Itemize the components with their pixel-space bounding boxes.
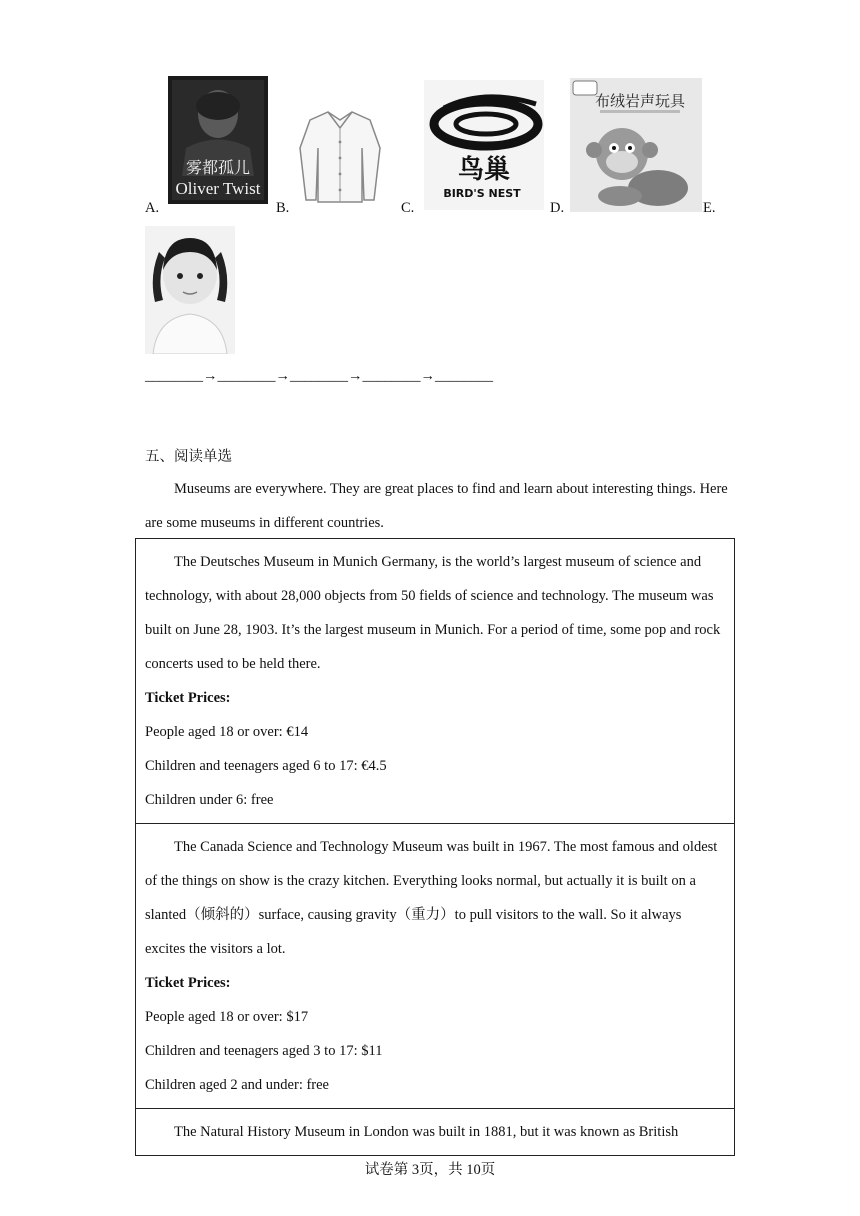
girl-photo-image [145,226,235,354]
museum-description: The Deutsches Museum in Munich Germany, is the world’s largest museum of science and technology, with about 28,000 objects from 50 fields of science and technology. The museum was built on June 28, 1903. It’s the largest museum in Munich. For a period of time, some pop and rock concerts used to be held there. [145,554,721,672]
option-c-label: C. [401,200,415,216]
option-b-label: B. [276,200,290,216]
price-line: People aged 18 or over: $17 [145,1009,309,1025]
option-a-label: A. [145,200,160,216]
ticket-prices-heading: Ticket Prices: [145,690,231,706]
price-line: Children under 6: free [145,792,274,808]
option-d-label: D. [550,200,565,216]
price-line: People aged 18 or over: €14 [145,724,309,740]
intro-paragraph [145,472,735,540]
museum-table [135,538,735,1156]
shirt-image [298,108,382,204]
page-footer: 试卷第 3页，共 10页 [364,1162,496,1178]
section-title: 五、阅读单选 [145,449,232,465]
museum-cell-canada [136,824,734,1109]
toy-box-text: 布绒岩声玩具 [594,92,686,110]
answer-order-blanks: ________→________→________→________→________ [145,368,493,384]
option-e-label: E. [703,200,716,216]
price-line: Children and teenagers aged 3 to 17: $11 [145,1043,383,1059]
museum-cell-natural-history [136,1109,734,1155]
museum-description: The Canada Science and Technology Museum was built in 1967. The most famous and oldest of the things on show is the crazy kitchen. Everything looks normal, but actually it is built on a slanted（倾斜的）surface, causing gravity（重力）to pull visitors to the wall. So it always excites the visitors a lot. [145,839,718,957]
intro-text: Museums are everywhere. They are great places to find and learn about interesting things. Here are some museums in different countries. [145,481,728,531]
ticket-prices-heading: Ticket Prices: [145,975,231,991]
price-line: Children and teenagers aged 6 to 17: €4.5 [145,758,387,774]
book-title-cn: 雾都孤儿 [185,158,251,177]
book-title-en: Oliver Twist [175,179,261,198]
museum-description: The Natural History Museum in London was built in 1881, but it was known as British [174,1124,679,1140]
logo-text-en: BIRD'S NEST [443,187,521,200]
birds-nest-logo-image [424,80,544,210]
price-line: Children aged 2 and under: free [145,1077,329,1093]
logo-text-cn: 鸟巢 [457,155,511,185]
museum-cell-deutsches [136,539,734,824]
book-cover-image [168,76,268,204]
plush-toy-image [570,78,702,212]
